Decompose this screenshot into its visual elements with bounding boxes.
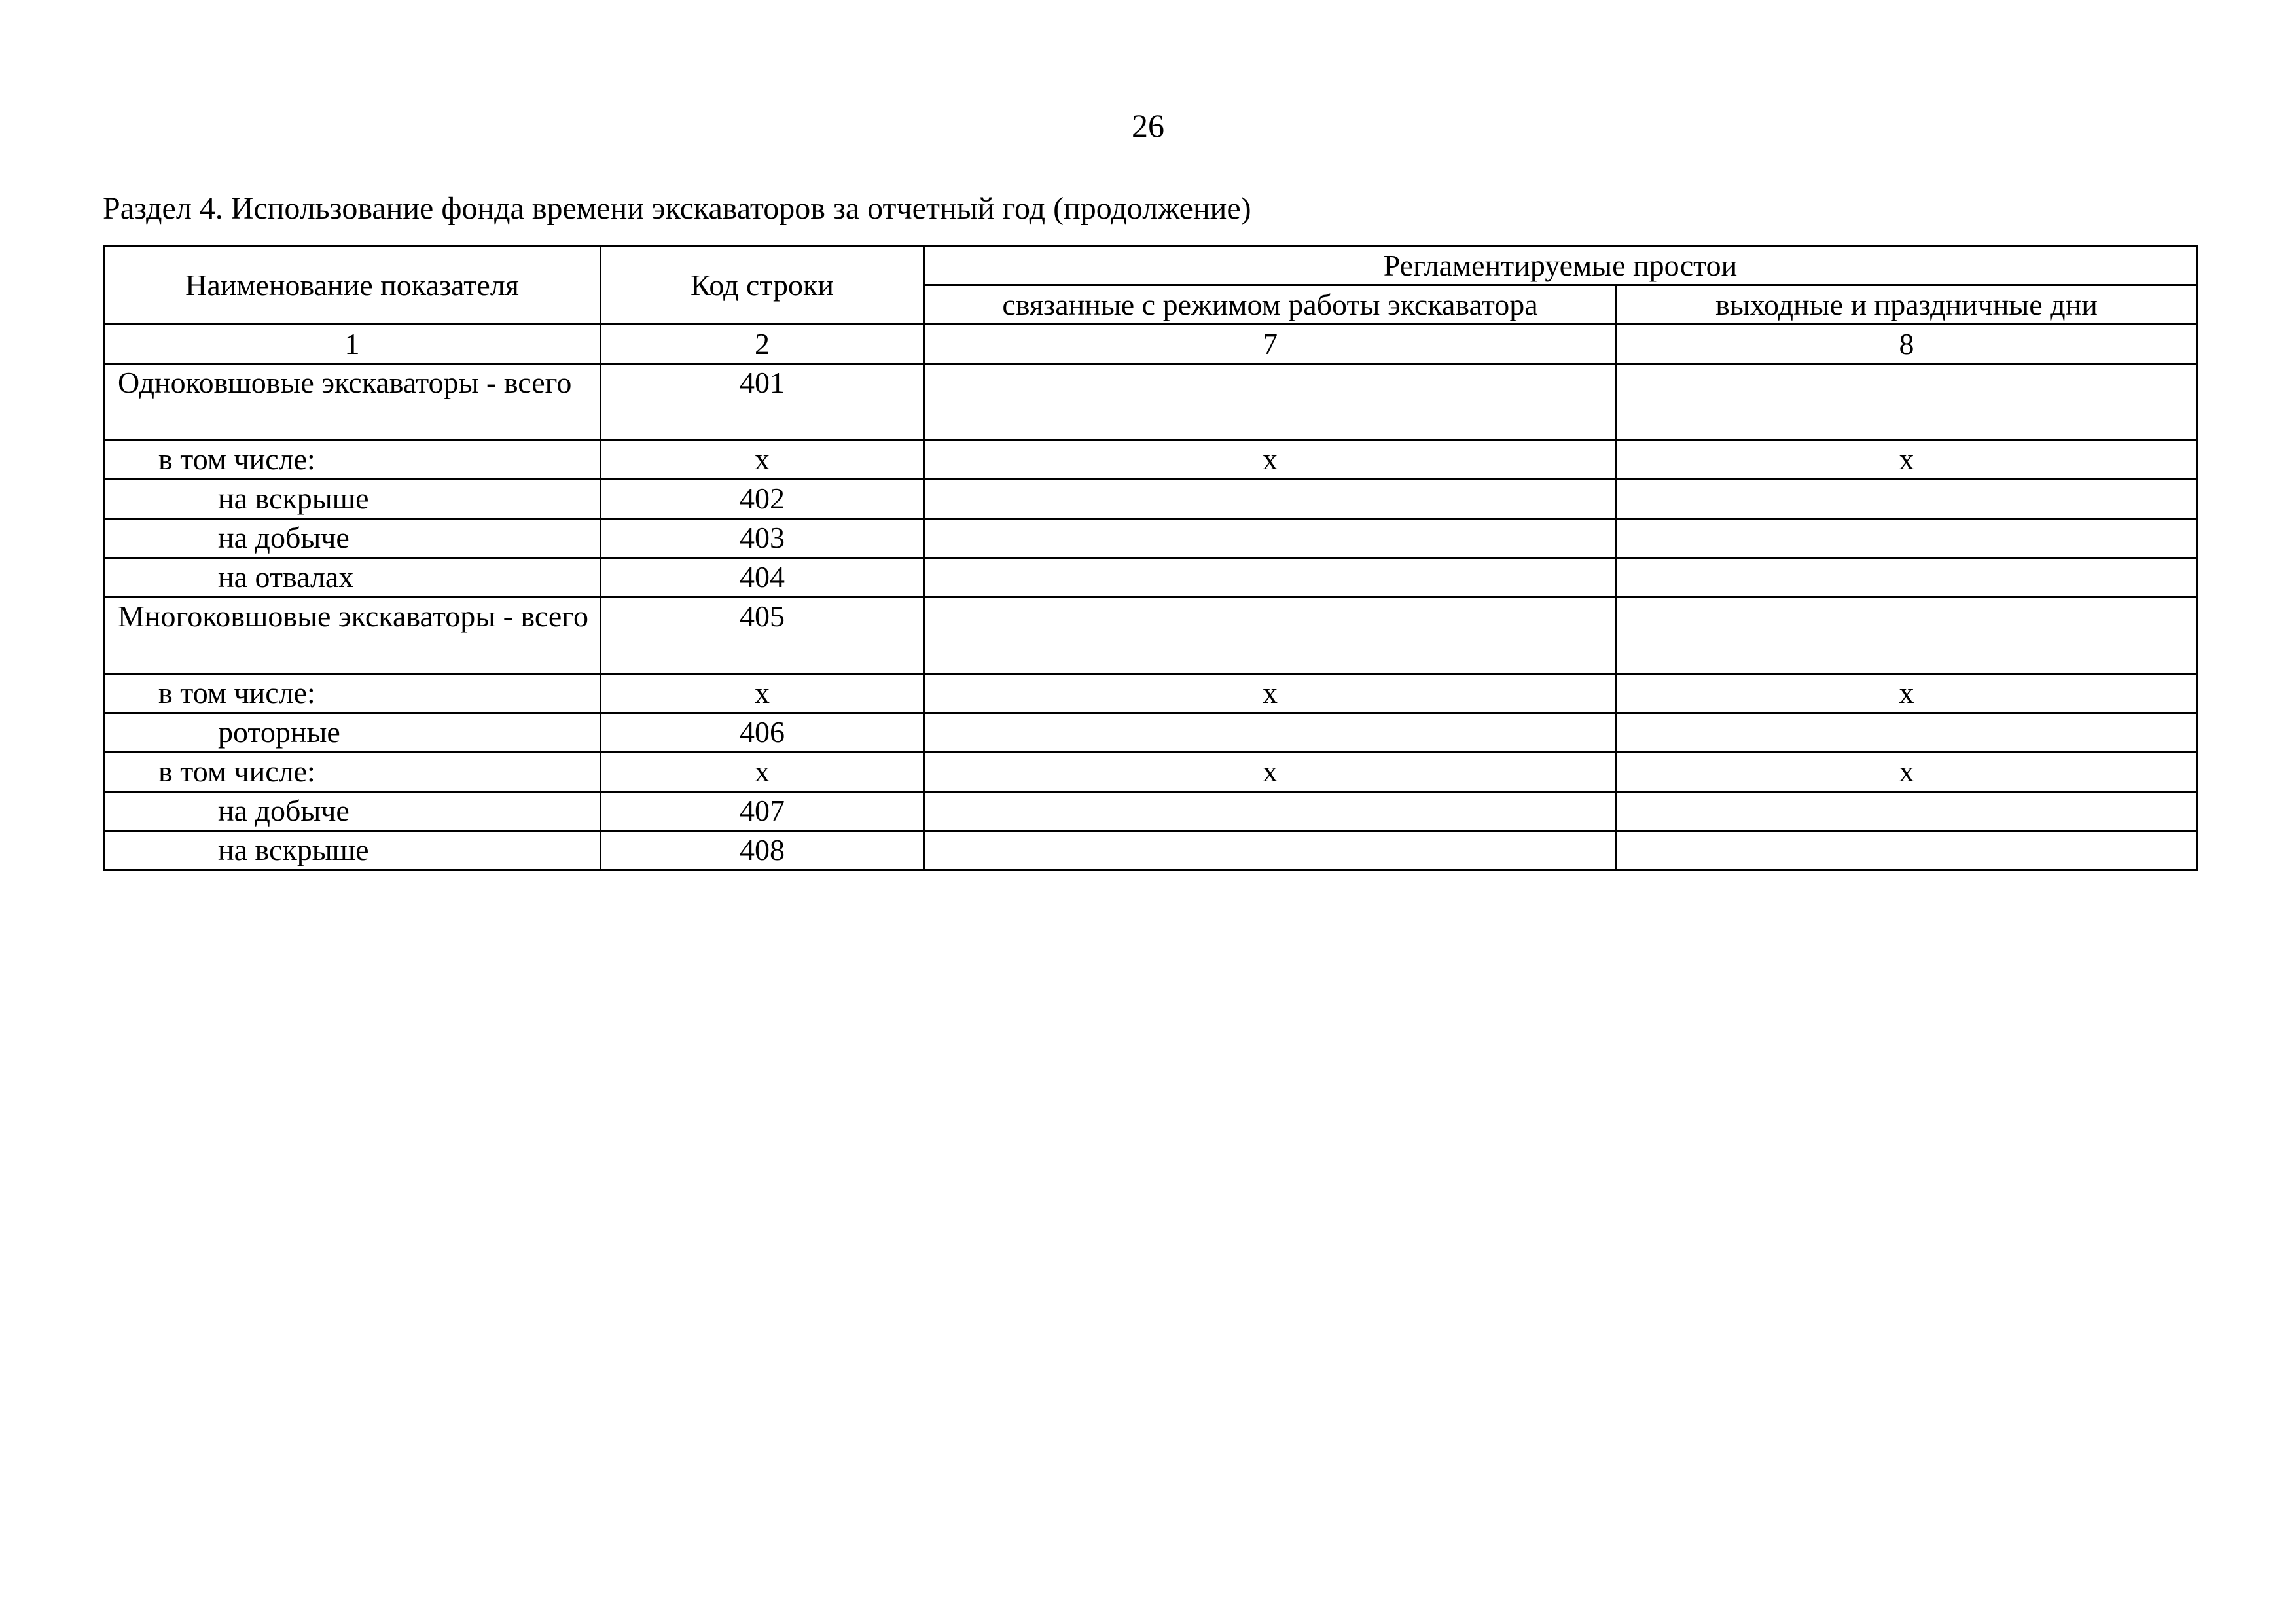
row-col-8: х [1617,440,2197,480]
page-number: 26 [1132,107,1164,144]
row-code: 403 [601,519,924,558]
row-code: х [601,753,924,792]
table-row [104,558,2197,597]
row-name: на добыче [104,519,601,558]
row-name: на отвалах [104,558,601,597]
header-group-regulated-downtime: Регламентируемые простои [924,246,2197,285]
row-col-8: х [1617,674,2197,713]
row-col-7: х [924,674,1617,713]
row-code: х [601,440,924,480]
row-col-8[interactable] [1617,713,2197,753]
row-name: на вскрыше [104,480,601,519]
row-name: в том числе: [104,440,601,480]
row-col-8[interactable] [1617,558,2197,597]
table-row [104,831,2197,870]
table-row [104,674,2197,713]
row-col-8[interactable] [1617,519,2197,558]
row-code: х [601,674,924,713]
section-title: Раздел 4. Использование фонда времени экскаваторов за отчетный год (продолжение) [103,191,1251,226]
excavator-time-table [103,245,2198,871]
table-row [104,440,2197,480]
row-col-7[interactable] [924,831,1617,870]
header-row-numbers [104,325,2197,364]
row-col-7[interactable] [924,364,1617,440]
row-col-8[interactable] [1617,480,2197,519]
table-row [104,713,2197,753]
row-col-7: х [924,753,1617,792]
row-col-7[interactable] [924,792,1617,831]
header-col-7: связанные с режимом работы экскаватора [924,285,1617,325]
header-number: 7 [924,325,1617,364]
row-name: Одноковшовые экскаваторы - всего [104,364,601,440]
row-col-8: х [1617,753,2197,792]
row-code: 402 [601,480,924,519]
row-code: 404 [601,558,924,597]
header-col-code: Код строки [601,246,924,325]
header-number: 8 [1617,325,2197,364]
row-col-7[interactable] [924,558,1617,597]
row-col-8[interactable] [1617,792,2197,831]
row-col-7[interactable] [924,480,1617,519]
header-row-group [104,246,2197,285]
row-name: в том числе: [104,753,601,792]
header-col-8: выходные и праздничные дни [1617,285,2197,325]
table-row [104,364,2197,440]
header-col-name: Наименование показателя [104,246,601,325]
row-name: на вскрыше [104,831,601,870]
header-number: 2 [601,325,924,364]
row-col-7[interactable] [924,519,1617,558]
row-col-7: х [924,440,1617,480]
header-number: 1 [104,325,601,364]
row-code: 405 [601,597,924,674]
row-code: 407 [601,792,924,831]
row-code: 401 [601,364,924,440]
row-code: 408 [601,831,924,870]
row-col-8[interactable] [1617,831,2197,870]
row-name: роторные [104,713,601,753]
table-row [104,792,2197,831]
row-col-7[interactable] [924,713,1617,753]
row-col-7[interactable] [924,597,1617,674]
row-name: Многоковшовые экскаваторы - всего [104,597,601,674]
table-row [104,519,2197,558]
row-code: 406 [601,713,924,753]
row-col-8[interactable] [1617,597,2197,674]
table-row [104,753,2197,792]
table-row [104,480,2197,519]
table-row [104,597,2197,674]
row-col-8[interactable] [1617,364,2197,440]
row-name: в том числе: [104,674,601,713]
row-name: на добыче [104,792,601,831]
